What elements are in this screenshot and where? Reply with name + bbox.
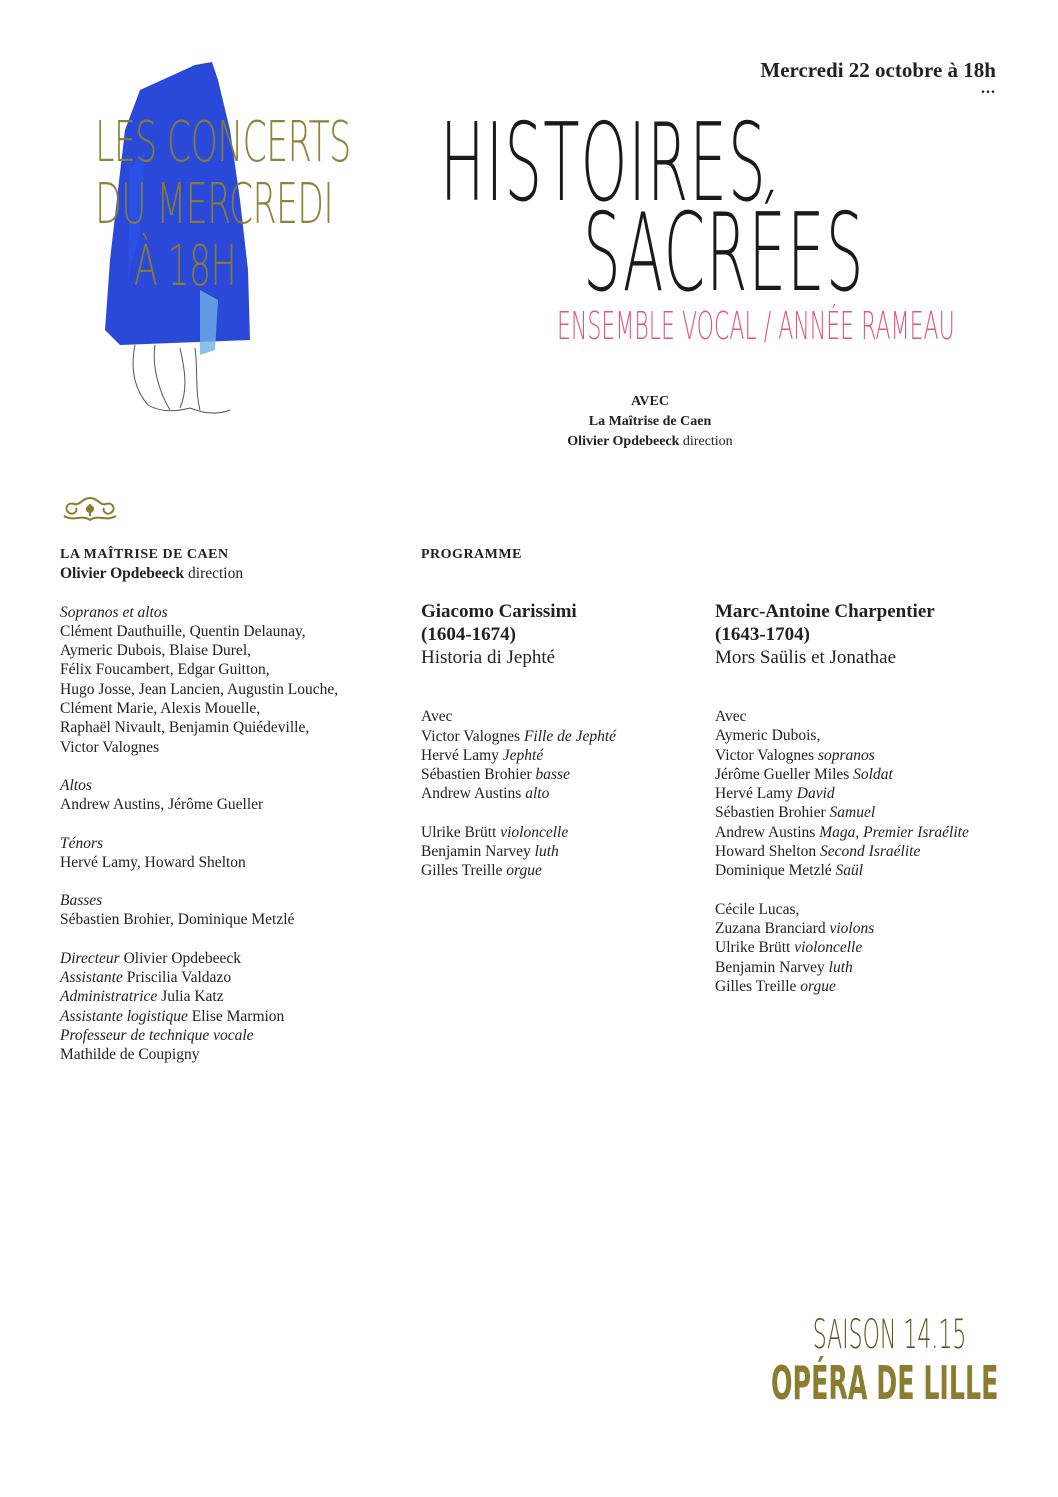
staff-role: Directeur <box>60 949 120 967</box>
cast-line: Aymeric Dubois, <box>715 727 821 745</box>
sopranos-label: Sopranos et altos <box>60 603 168 621</box>
main-subtitle: ENSEMBLE VOCAL / ANNÉE RAMEAU <box>557 304 955 348</box>
avec-role: direction <box>682 434 733 449</box>
cast-line: Andrew Austins Maga, Premier Israélite <box>715 823 969 841</box>
ensemble-director: Olivier Opdebeeck <box>60 565 185 583</box>
main-title-line-2: SACRÉES <box>583 191 865 316</box>
staff-name: Priscilia Valdazo <box>126 969 232 987</box>
instrument-line: Benjamin Narvey luth <box>421 843 559 861</box>
instrument-line: Cécile Lucas, <box>715 900 800 918</box>
staff-line <box>60 968 390 987</box>
work-2: Mors Saülis et Jonathae <box>715 647 897 668</box>
series-line-3: À 18H <box>134 234 236 299</box>
opera-logo: OPÉRA DE LILLE <box>770 1356 998 1410</box>
ensemble-director-line <box>60 564 390 583</box>
cast-line: Hervé Lamy David <box>715 785 835 803</box>
event-date: Mercredi 22 octobre à 18h <box>760 58 996 82</box>
avec-conductor: Olivier Opdebeeck <box>567 434 680 449</box>
date-dots: ... <box>981 80 996 97</box>
sopranos-line: Clément Marie, Alexis Mouelle, <box>60 700 261 718</box>
staff-line <box>60 949 390 968</box>
programme-heading: PROGRAMME <box>421 547 522 562</box>
cast-line: Victor Valognes Fille de Jephté <box>421 727 617 745</box>
avec-ensemble: La Maîtrise de Caen <box>588 414 712 429</box>
staff-name: Elise Marmion <box>191 1007 285 1025</box>
cast-line: Hervé Lamy Jephté <box>421 746 544 764</box>
sopranos-line: Clément Dauthuille, Quentin Delaunay, <box>60 622 306 640</box>
programme-column-1 <box>421 545 701 881</box>
avec-1: Avec <box>421 708 453 726</box>
basses-names: Sébastien Brohier, Dominique Metzlé <box>60 911 295 929</box>
staff-role: Assistante logistique <box>60 1007 188 1025</box>
avec-conductor-line <box>500 432 800 452</box>
basses-label: Basses <box>60 892 103 910</box>
avec-label: AVEC <box>631 394 669 409</box>
work-1: Historia di Jephté <box>421 647 556 669</box>
cast-line: Andrew Austins alto <box>421 785 550 803</box>
series-line-2: DU MERCREDI <box>95 172 334 237</box>
programme-column-2 <box>715 600 1015 996</box>
ensemble-director-role: direction <box>188 565 244 583</box>
sopranos-line: Aymeric Dubois, Blaise Durel, <box>60 642 251 660</box>
ensemble-column <box>60 545 390 1065</box>
staff-role: Assistante <box>60 969 123 987</box>
cast-line: Victor Valognes sopranos <box>715 746 875 764</box>
series-title <box>95 110 351 299</box>
sopranos-line: Raphaël Nivault, Benjamin Quiédeville, <box>60 719 310 737</box>
instrument-line: Ulrike Brütt violoncelle <box>715 939 863 957</box>
cast-line: Dominique Metzlé Saül <box>715 862 864 880</box>
instrument-line: Gilles Treille orgue <box>715 977 836 995</box>
season-label: SAISON 14.15 <box>812 1312 966 1358</box>
instrument-line: Benjamin Narvey luth <box>715 958 853 976</box>
ornament-icon <box>60 494 120 524</box>
prof-role: Professeur de technique vocale <box>60 1026 254 1044</box>
avec-block <box>500 392 800 452</box>
staff-line <box>60 1007 390 1026</box>
composer-1-dates: (1604-1674) <box>421 624 516 646</box>
sopranos-line: Hugo Josse, Jean Lancien, Augustin Louche, <box>60 680 339 698</box>
sopranos-line: Victor Valognes <box>60 738 160 756</box>
sopranos-line: Félix Foucambert, Edgar Guitton, <box>60 661 270 679</box>
altos-label: Altos <box>60 776 92 794</box>
cast-line: Sébastien Brohier basse <box>421 766 570 784</box>
staff-role: Administratrice <box>60 988 158 1006</box>
tenors-label: Ténors <box>60 834 104 852</box>
avec-2: Avec <box>715 708 747 725</box>
prof-name: Mathilde de Coupigny <box>60 1046 200 1064</box>
cast-line: Sébastien Brohier Samuel <box>715 804 876 822</box>
cast-line: Howard Shelton Second Israélite <box>715 843 921 861</box>
composer-2-dates: (1643-1704) <box>715 624 810 645</box>
instrument-line: Zuzana Branciard violons <box>715 919 875 937</box>
staff-name: Olivier Opdebeeck <box>123 949 242 967</box>
cast-line: Jérôme Gueller Miles Soldat <box>715 765 893 783</box>
tenors-names: Hervé Lamy, Howard Shelton <box>60 853 246 871</box>
instrument-line: Gilles Treille orgue <box>421 862 542 880</box>
ensemble-heading: LA MAÎTRISE DE CAEN <box>60 547 229 562</box>
instrument-line: Ulrike Brütt violoncelle <box>421 823 569 841</box>
composer-1: Giacomo Carissimi <box>421 601 577 623</box>
series-line-1: LES CONCERTS <box>95 110 351 175</box>
main-title-line-1: HISTOIRES <box>440 101 767 226</box>
staff-line <box>60 987 390 1006</box>
composer-2: Marc-Antoine Charpentier <box>715 601 935 622</box>
altos-names: Andrew Austins, Jérôme Gueller <box>60 796 264 814</box>
staff-name: Julia Katz <box>161 988 224 1006</box>
